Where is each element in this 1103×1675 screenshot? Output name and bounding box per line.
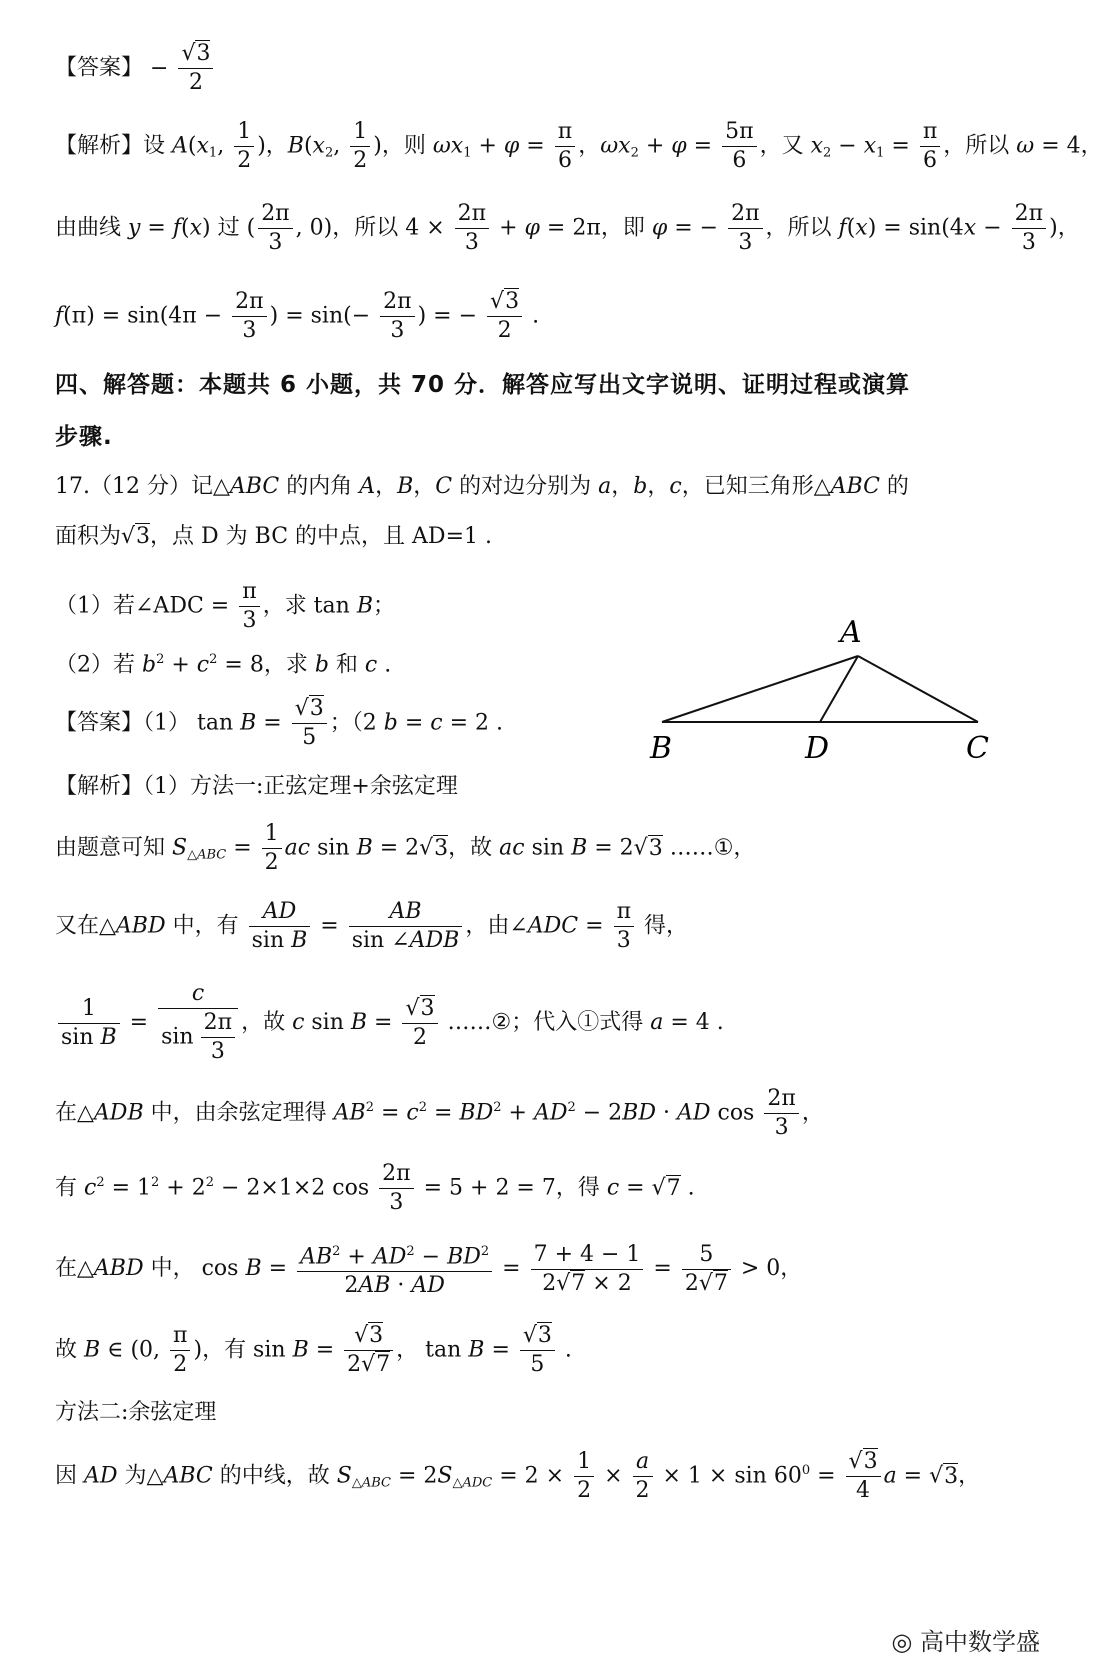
vertex-d-label: D — [805, 731, 830, 766]
prev-answer-value: − $\frac{√3}{2}$ — [150, 56, 216, 81]
watermark-text: 高中数学盛 — [920, 1628, 1040, 1656]
solution-method-2: 方法二:余弦定理 — [55, 1400, 217, 1425]
analysis-line-2: 由曲线 y = f(x) 过 ( $\frac{2\pi}{3}$ , 0)，所以 4 × $\frac{2\pi}{3}$ + φ = 2π，即 φ = − $\frac{2\pi}{3}$ ，所以 f(x) = sin(4x − $\frac{2\pi}{3}$ )， — [55, 201, 1080, 255]
solution-line-7: 故 B ∈ (0, $\frac{\pi}{2}$ )，有 sin B = $\frac{√3}{2√7}$ ， tan B = $\frac{√3}{5}$ . — [55, 1323, 572, 1377]
side-ab — [662, 656, 858, 722]
solution-line-2: 又在△ABD 中，有 $\frac{AD}{\text{sin B}}$ = AB sin ∠ADB ，由∠ADC = $\frac{\pi}{3}$ 得， — [55, 899, 689, 953]
answer-label: 【答案】 — [55, 55, 144, 81]
vertex-a-label: A — [840, 615, 862, 650]
analysis-line-3: f(π) = sin(4π − $\frac{2\pi}{3}$ ) = sin(− $\frac{2\pi}{3}$ ) = − $\frac{√3}{2}$ . — [55, 289, 540, 343]
watermark — [891, 1622, 1040, 1657]
section-heading-2: 步骤. — [55, 424, 113, 450]
problem-line-2: 面积为√3，点 D 为 BC 的中点，且 AD=1 . — [55, 524, 492, 549]
problem-q1: （1）若∠ADC = $\frac{\pi}{3}$ ，求 tan B； — [55, 579, 395, 633]
solution-method-1: 【解析】（1）方法一:正弦定理+余弦定理 — [55, 774, 458, 799]
analysis-line-1: 【解析】设 $A(x_1$, $\frac{1}{2}$ )，$B(x_2$, $\frac{1}{2}$ )，则 $\omega x_1 + \varphi$ = $\frac{\pi}{6}$ ，$\omega x_2 + \varphi$ = $\frac{5\pi}{6}$ ，又 $x_2 - x_1$ = $\frac{\pi}{6}$ ，所以 ω = 4， — [55, 119, 1103, 173]
solution-line-6: 在△ABD 中， cos B = $\frac{AB^2 + AD^2 - BD^2}{2AB \cdot AD}$ = $\frac{7 + 4 - 1}{2√7 \times 2}$ = $\frac{5}{2√7}$ > 0， — [55, 1238, 802, 1300]
vertex-c-label: C — [966, 731, 989, 766]
prev-answer-line — [55, 40, 216, 97]
problem-line-1: 17.（12 分）记△ABC 的内角 A，B，C 的对边分别为 a，b，c，已知三角形△ABC 的 — [55, 474, 909, 499]
solution-line-4: 在△ADB 中，由余弦定理得 $AB^2 = c^2 = BD^2 + AD^2 - 2BD$ · AD cos $\frac{2\pi}{3}$ ， — [55, 1086, 824, 1140]
problem-q2: （2）若 $b^2 + c^2 = 8$，求 b 和 c . — [55, 652, 392, 678]
answer-line: 【答案】（1） tan B = $\frac{√3}{5}$ ；（2 b = c = 2 . — [55, 696, 503, 750]
solution-line-5: 有 $c^2 = 1^2 + 2^2 - 2\times 1\times 2$ cos $\frac{2\pi}{3}$ = 5 + 2 = 7，得 c = √7 . — [55, 1161, 695, 1215]
side-ac — [858, 656, 978, 722]
wechat-icon: ◎ — [891, 1628, 913, 1656]
section-heading-1: 四、解答题：本题共 6 小题，共 70 分．解答应写出文字说明、证明过程或演算 — [55, 372, 911, 398]
solution-line-1: 由题意可知 $S_{\triangle ABC}$ = $\frac{1}{2}$ ac sin B = 2√3，故 ac sin B = 2√3 ……①， — [55, 821, 756, 875]
solution-line-3: $\frac{1}{\text{sin B}}$ = c sin $\frac{2\pi}{3}$ ，故 c sin B = $\frac{√3}{2}$ ……②；代入①式得 a = 4 . — [55, 980, 724, 1066]
triangle-figure — [650, 615, 1010, 773]
vertex-b-label: B — [650, 731, 673, 766]
solution-line-8: 因 AD 为△ABC 的中线，故 $S_{\triangle ABC} = 2S_{\triangle ADC} = 2$ × $\frac{1}{2}$ × $\frac{a}{2}$ × $1 \times \sin 60^0$ = $\frac{√3}{4}$ a = √3， — [55, 1449, 981, 1503]
